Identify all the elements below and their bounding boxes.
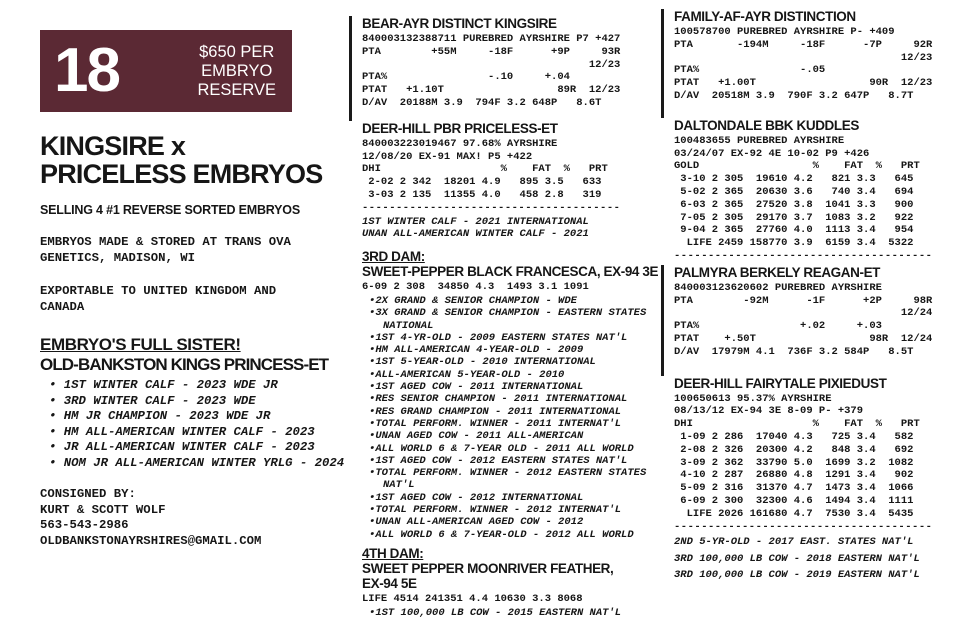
achievement-item: • 1ST 100,000 LB COW - 2015 EASTERN NAT'L — [362, 607, 665, 619]
right-pedigree-column — [661, 0, 964, 594]
stat-line: PTAT +1.00T 90R 12/23 — [674, 77, 933, 90]
full-sister-name: OLD-BANKSTON KINGS PRINCESS-ET — [40, 355, 329, 374]
stat-block — [674, 393, 964, 521]
achievement-item: • ALL WORLD 6 & 7-YEAR-OLD - 2012 ALL WORLD — [362, 529, 665, 541]
stat-line: LIFE 2026 161680 4.7 7530 3.4 5435 — [674, 507, 914, 520]
consignor-line: 563-543-2986 — [40, 518, 129, 532]
stat-line: 12/24 — [674, 307, 933, 320]
achievement-item: • UNAN ALL-AMERICAN AGED COW - 2012 — [362, 516, 665, 528]
full-sister-block — [40, 335, 348, 471]
achievement-line: 3RD 100,000 LB COW - 2018 EASTERN NAT'L — [674, 552, 920, 565]
pedigree-section — [661, 376, 964, 583]
export-note-line: CANADA — [40, 299, 85, 314]
stat-line: 1-09 2 286 17040 4.3 725 3.4 582 — [674, 430, 914, 443]
achievement-item: • TOTAL PERFORM. WINNER - 2011 INTERNAT'L — [362, 418, 665, 430]
price-line: EMBRYO — [201, 61, 273, 80]
achievement-line: UNAN ALL-AMERICAN WINTER CALF - 2021 — [362, 228, 589, 241]
consignor-line: OLDBANKSTONAYRSHIRES@GMAIL.COM — [40, 533, 262, 548]
consignor-line: CONSIGNED BY: — [40, 487, 136, 501]
storage-note — [40, 235, 348, 266]
stat-block — [362, 281, 665, 294]
animal-name: DEER-HILL PBR PRICELESS-ET — [362, 120, 558, 136]
achievement-item: • 3RD WINTER CALF - 2023 WDE — [40, 394, 348, 410]
achievement-item: • UNAN AGED COW - 2011 ALL-AMERICAN — [362, 430, 665, 442]
export-note-line: EXPORTABLE TO UNITED KINGDOM AND — [40, 284, 277, 298]
achievement-item: • 1ST AGED COW - 2011 INTERNATIONAL — [362, 381, 665, 393]
achievement-item: • HM JR CHAMPION - 2023 WDE JR — [40, 409, 348, 425]
pedigree-section — [349, 249, 665, 541]
consignor-line: KURT & SCOTT WOLF — [40, 502, 166, 517]
achievement-item: • ALL WORLD 6 & 7-YEAR OLD - 2011 ALL WORLD — [362, 443, 665, 455]
stat-line: 5-09 2 316 31370 4.7 1473 3.4 1066 — [674, 482, 914, 495]
stat-line: 840003132388711 PUREBRED AYRSHIRE P7 +427 — [362, 33, 621, 45]
stat-line: LIFE 4514 241351 4.4 10630 3.3 8068 — [362, 592, 583, 605]
stat-block — [362, 138, 665, 202]
stat-line: PTA% -.05 — [674, 64, 826, 77]
lot-title — [40, 132, 348, 188]
lot-title-line: PRICELESS EMBRYOS — [40, 159, 323, 189]
achievement-line: 1ST WINTER CALF - 2021 INTERNATIONAL — [362, 215, 589, 228]
stat-line: 840003123620602 PUREBRED AYRSHIRE — [674, 281, 882, 294]
stat-line: 100578700 PUREBRED AYRSHIRE P- +409 — [674, 26, 895, 38]
achievement-item: • 1ST AGED COW - 2012 EASTERN STATES NAT'L — [362, 455, 665, 467]
stat-block — [362, 593, 665, 606]
achievement-list — [362, 295, 665, 541]
stat-line: 4-10 2 287 26880 4.8 1291 3.4 902 — [674, 469, 914, 482]
stat-line: 6-09 2 308 34850 4.3 1493 3.1 1091 — [362, 281, 589, 294]
animal-name: EX-94 5E — [362, 575, 417, 591]
stat-line: D/AV 17979M 4.1 736F 3.2 584P 8.5T — [674, 345, 914, 358]
achievement-item: • HM ALL-AMERICAN 4-YEAR-OLD - 2009 — [362, 344, 665, 356]
achievement-item: • ALL-AMERICAN 5-YEAR-OLD - 2010 — [362, 369, 665, 381]
animal-name: FAMILY-AF-AYR DISTINCTION — [674, 9, 856, 24]
animal-name: BEAR-AYR DISTINCT KINGSIRE — [362, 16, 557, 31]
animal-name: DEER-HILL FAIRYTALE PIXIEDUST — [674, 375, 887, 391]
stat-line: 08/13/12 EX-94 3E 8-09 P- +379 — [674, 405, 864, 418]
stat-line: 2-02 2 342 18201 4.9 895 3.5 633 — [362, 176, 602, 189]
stat-line: D/AV 20518M 3.9 790F 3.2 647P 8.7T — [674, 89, 914, 102]
dam-label: 3RD DAM: — [362, 249, 425, 265]
achievement-item: • TOTAL PERFORM. WINNER - 2012 INTERNAT'L — [362, 504, 665, 516]
achievement-item: • HM ALL-AMERICAN WINTER CALF - 2023 — [40, 425, 348, 441]
achievement-item: • 2X GRAND & SENIOR CHAMPION - WDE — [362, 295, 665, 307]
stat-line: LIFE 2459 158770 3.9 6159 3.4 5322 — [674, 237, 914, 250]
pedigree-section — [661, 9, 964, 118]
pedigree-section — [349, 16, 665, 121]
storage-note-line: EMBRYOS MADE & STORED AT TRANS OVA — [40, 235, 291, 249]
stat-line: 03/24/07 EX-92 4E 10-02 P9 +426 — [674, 147, 870, 160]
pedigree-section — [661, 118, 964, 263]
dashed-separator: -------------------------------------- — [674, 520, 933, 533]
achievement-item: • 3X GRAND & SENIOR CHAMPION - EASTERN STATES NATIONAL — [362, 307, 665, 332]
achievement-item: • RES SENIOR CHAMPION - 2011 INTERNATIONAL — [362, 393, 665, 405]
stat-line: D/AV 20188M 3.9 794F 3.2 648P 8.6T — [362, 96, 602, 109]
stat-line: DHI % FAT % PRT — [674, 418, 920, 431]
achievement-item: • JR ALL-AMERICAN WINTER CALF - 2023 — [40, 440, 348, 456]
stat-line: 12/23 — [362, 58, 621, 71]
dashed-separator: -------------------------------------- — [674, 249, 933, 262]
animal-name: SWEET PEPPER MOONRIVER FEATHER, — [362, 560, 614, 576]
stat-block — [362, 33, 665, 110]
stat-line: DHI % FAT % PRT — [362, 163, 608, 176]
middle-pedigree-column — [349, 0, 665, 630]
stat-line: GOLD % FAT % PRT — [674, 160, 920, 173]
price-line: RESERVE — [197, 80, 276, 99]
achievement-lines — [362, 216, 665, 242]
stat-line: PTA +55M -18F +9P 93R — [362, 45, 621, 58]
achievement-item: • NOM JR ALL-AMERICAN WINTER YRLG - 2024 — [40, 456, 348, 472]
stat-line: PTA% -.10 +.04 — [362, 71, 570, 84]
stat-line: PTAT +1.10T 89R 12/23 — [362, 84, 621, 97]
dam-label: 4TH DAM: — [362, 545, 424, 561]
stat-block — [674, 135, 964, 250]
stat-line: 840003223019467 97.68% AYRSHIRE — [362, 137, 558, 150]
left-column — [40, 0, 348, 549]
stat-block — [674, 282, 964, 359]
selling-note: SELLING 4 #1 REVERSE SORTED EMBRYOS — [40, 203, 300, 217]
pedigree-section — [349, 121, 665, 241]
achievement-item: • 1ST 5-YEAR-OLD - 2010 INTERNATIONAL — [362, 356, 665, 368]
achievement-lines — [674, 534, 964, 583]
lot-title-line: KINGSIRE x — [40, 131, 186, 161]
animal-name: PALMYRA BERKELY REAGAN-ET — [674, 264, 881, 280]
stat-line: 6-03 2 365 27520 3.8 1041 3.3 900 — [674, 198, 914, 211]
stat-line: 6-09 2 300 32300 4.6 1494 3.4 1111 — [674, 494, 914, 507]
stat-line: 7-05 2 305 29170 3.7 1083 3.2 922 — [674, 211, 914, 224]
stat-line: 5-02 2 365 20630 3.6 740 3.4 694 — [674, 185, 914, 198]
full-sister-achievements — [40, 378, 348, 471]
lot-banner — [40, 30, 292, 112]
achievement-list — [362, 607, 665, 619]
stat-line: PTA -194M -18F -7P 92R — [674, 38, 933, 51]
achievement-item: • RES GRAND CHAMPION - 2011 INTERNATIONAL — [362, 406, 665, 418]
lot-number: 18 — [54, 36, 119, 105]
stat-block — [674, 26, 964, 103]
achievement-item: • 1ST AGED COW - 2012 INTERNATIONAL — [362, 492, 665, 504]
stat-line: 2-08 2 326 20300 4.2 848 3.4 692 — [674, 443, 914, 456]
achievement-line: 3RD 100,000 LB COW - 2019 EASTERN NAT'L — [674, 568, 920, 581]
stat-line: 3-10 2 305 19610 4.2 821 3.3 645 — [674, 173, 914, 186]
animal-name: SWEET-PEPPER BLACK FRANCESCA, EX-94 3E — [362, 264, 659, 280]
consignor-block — [40, 487, 348, 549]
stat-line: 3-09 2 362 33790 5.0 1699 3.2 1082 — [674, 456, 914, 469]
achievement-item: • 1ST WINTER CALF - 2023 WDE JR — [40, 378, 348, 394]
stat-line: 100483655 PUREBRED AYRSHIRE — [674, 134, 845, 147]
achievement-item: • TOTAL PERFORM. WINNER - 2012 EASTERN STATES NAT'L — [362, 467, 665, 492]
stat-line: PTA% +.02 +.03 — [674, 320, 882, 333]
stat-line: PTAT +.50T 98R 12/24 — [674, 332, 933, 345]
stat-line: 100650613 95.37% AYRSHIRE — [674, 392, 832, 405]
price-line: $650 PER — [199, 42, 275, 61]
stat-line: 12/23 — [674, 51, 933, 64]
export-note — [40, 284, 348, 315]
pedigree-section — [661, 265, 964, 376]
stat-line: 3-03 2 135 11355 4.0 458 2.8 319 — [362, 188, 602, 201]
pedigree-section — [349, 546, 665, 619]
stat-line: 12/08/20 EX-91 MAX! P5 +422 — [362, 150, 533, 163]
full-sister-label: EMBRYO'S FULL SISTER! — [40, 335, 241, 354]
stat-line: PTA -92M -1F +2P 98R — [674, 294, 933, 307]
animal-name: DALTONDALE BBK KUDDLES — [674, 117, 859, 133]
embryo-price — [197, 43, 292, 100]
storage-note-line: GENETICS, MADISON, WI — [40, 250, 195, 265]
achievement-line: 2ND 5-YR-OLD - 2017 EAST. STATES NAT'L — [674, 536, 914, 549]
stat-line: 9-04 2 365 27760 4.0 1113 3.4 954 — [674, 224, 914, 237]
achievement-item: • 1ST 4-YR-OLD - 2009 EASTERN STATES NAT'L — [362, 332, 665, 344]
dashed-separator: -------------------------------------- — [362, 201, 621, 214]
